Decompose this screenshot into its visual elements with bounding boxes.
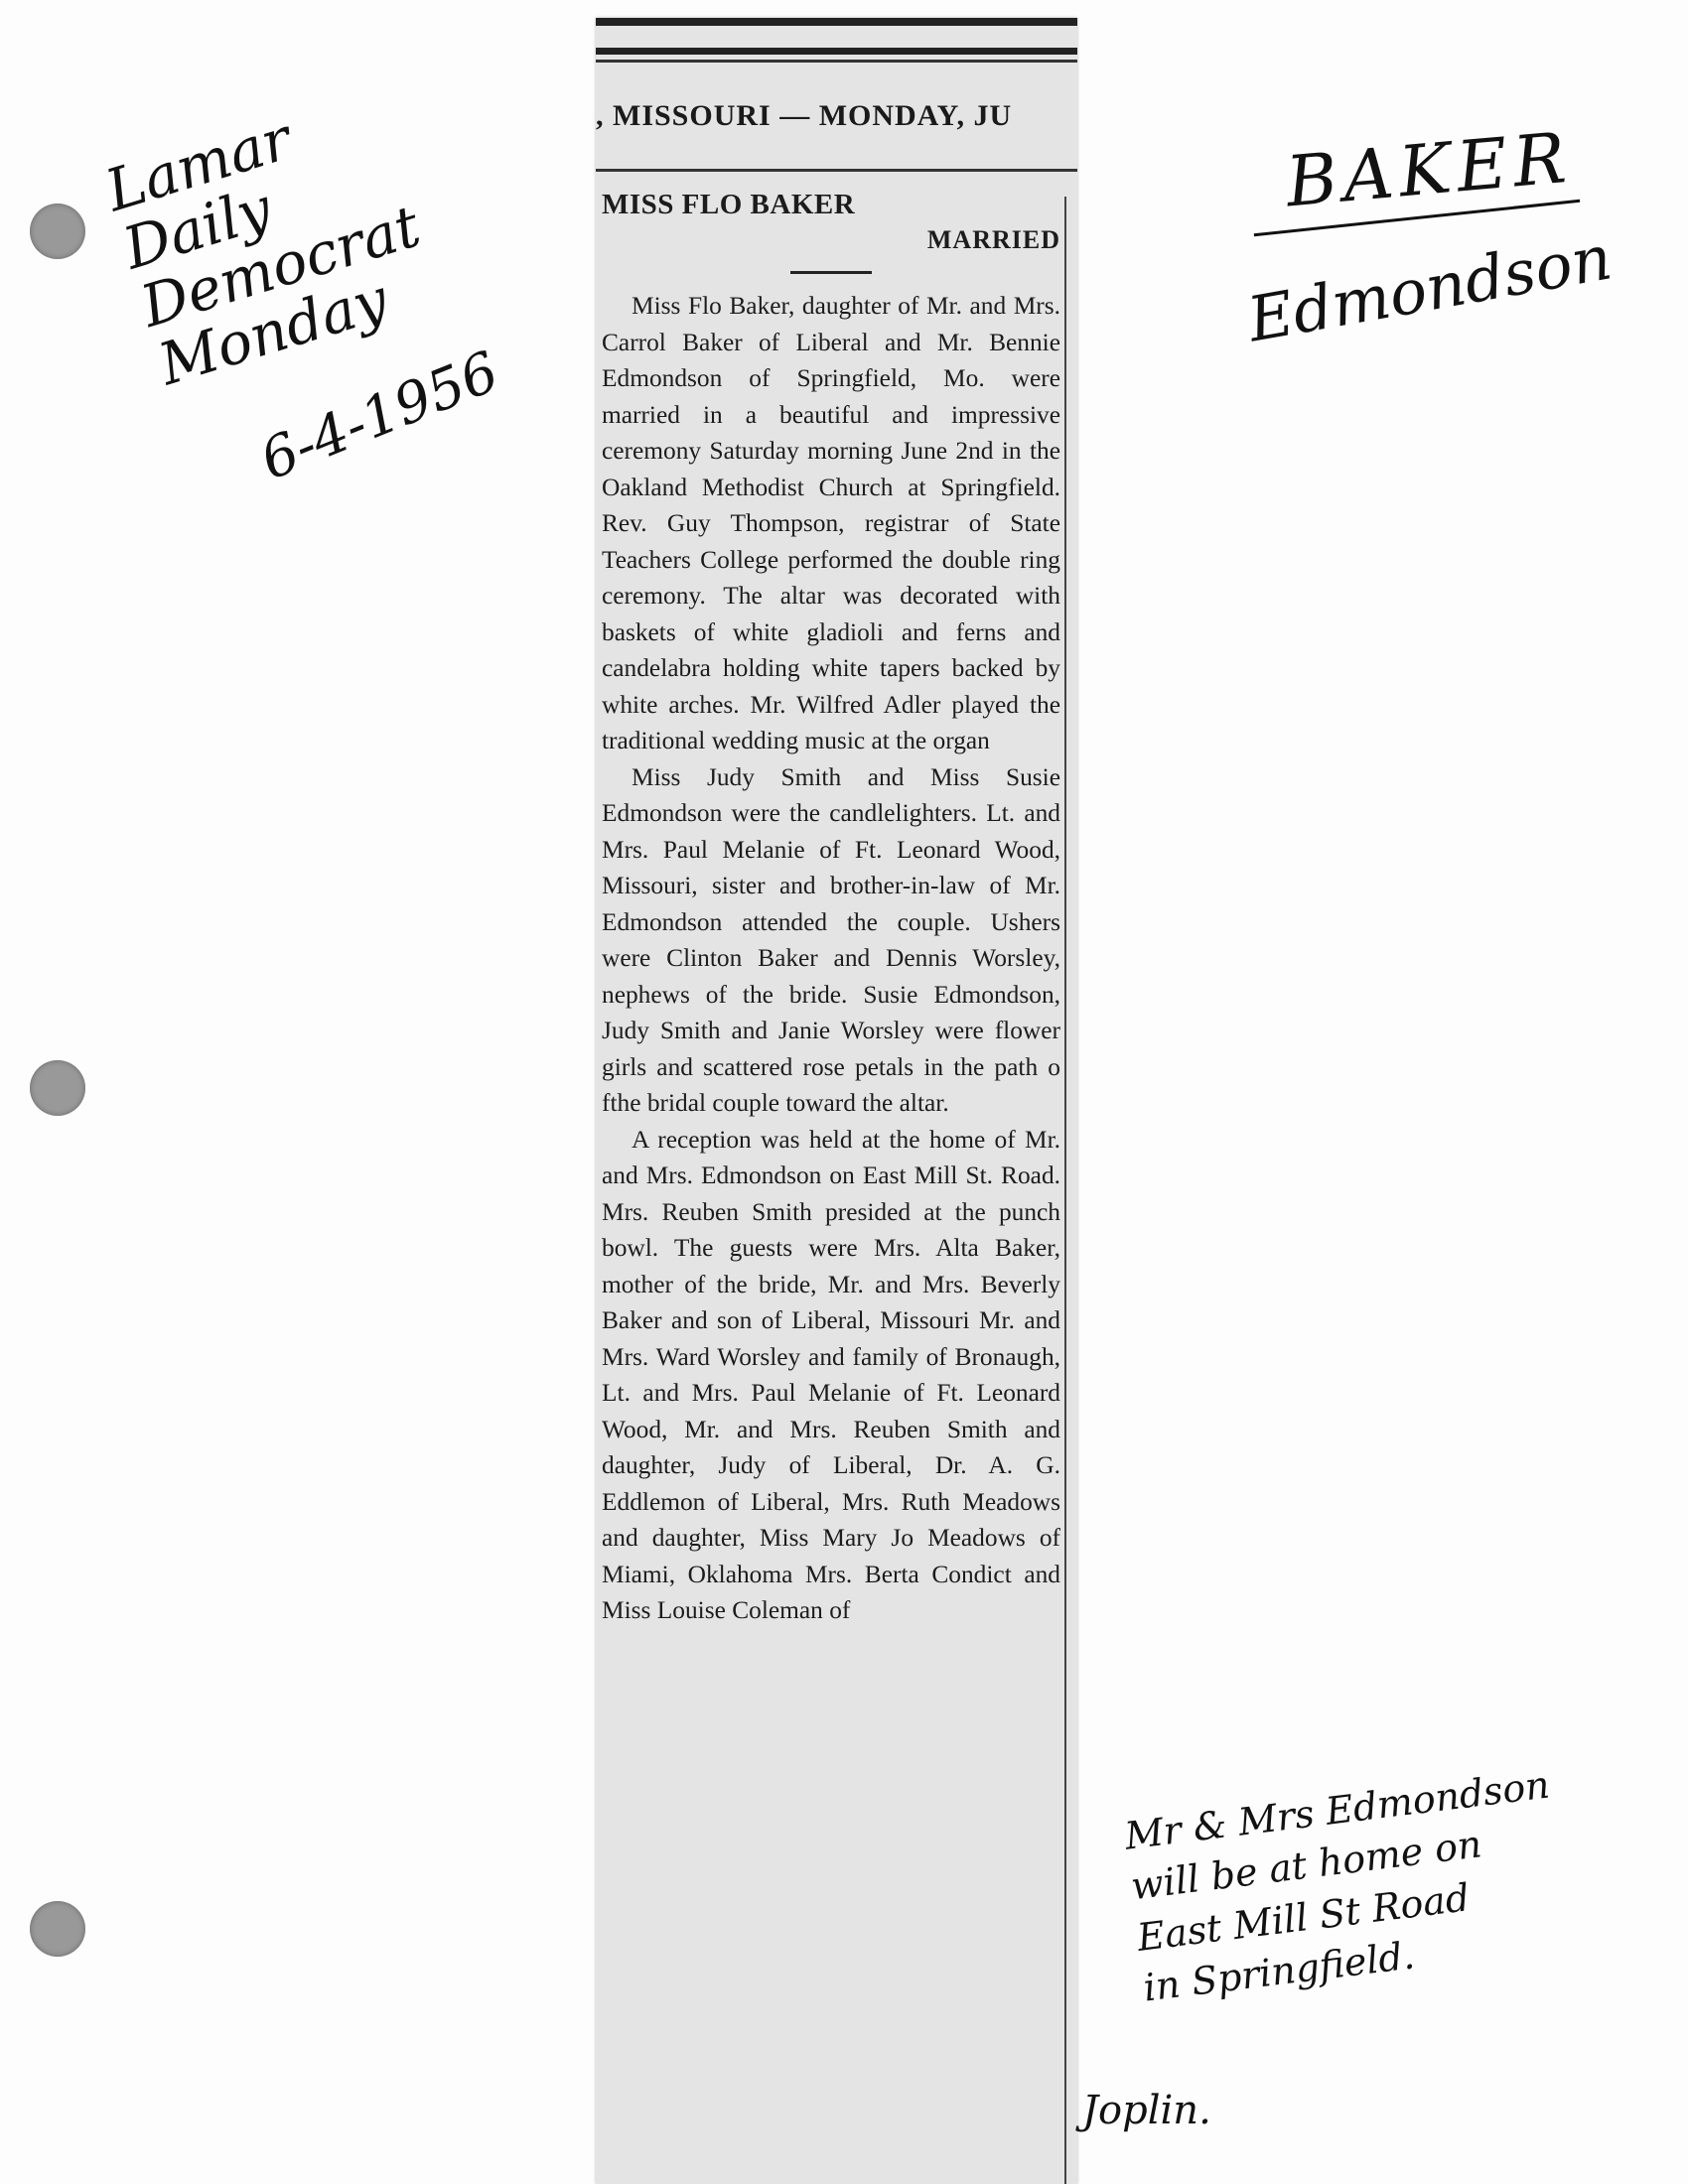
article-headline: MISS FLO BAKER: [602, 189, 856, 220]
handwritten-date: 6-4-1956: [251, 340, 508, 493]
newspaper-clipping: [596, 18, 1077, 2184]
binder-hole-middle: [30, 1060, 85, 1116]
clipping-rule: [596, 60, 1077, 63]
clipping-rule: [596, 48, 1077, 55]
headline-rule: [790, 271, 872, 274]
handwritten-newspaper-note: Lamar Daily Democrat Monday: [97, 104, 428, 398]
handwritten-home-note: Mr & Mrs Edmondson will be at home on East Mill St Road in Springfield.: [1122, 1762, 1552, 2010]
handwritten-margin-word: Joplin.: [1082, 2088, 1211, 2133]
newspaper-masthead: , MISSOURI — MONDAY, JU: [596, 99, 1013, 132]
article-paragraph: Miss Judy Smith and Miss Susie Edmondson were the candlelighters. Lt. and Mrs. Paul Melanie of Ft. Leonard Wood, Missouri, sister and brother-in-law of Mr. Edmondson attended the couple. Ushers were Clinton Baker and Dennis Worsley, nephews of the bride. Susie Edmondson, Judy Smith and Janie Worsley were flower girls and scattered rose petals in the path o fthe bridal couple toward the altar.: [602, 762, 1060, 1117]
binder-hole-bottom: [30, 1901, 85, 1957]
clipping-top-bar: [596, 18, 1077, 26]
article: [602, 189, 1060, 1629]
article-subhead: MARRIED: [926, 225, 1060, 254]
handwritten-surname-edmondson: Edmondson: [1242, 220, 1618, 356]
binder-hole-top: [30, 204, 85, 259]
article-paragraph: A reception was held at the home of Mr. and Mrs. Edmondson on East Mill St. Road. Mrs. Reuben Smith presided at the punch bowl. The guests were Mrs. Alta Baker, mother of the bride, Mr. and Mrs. Beverly Baker and son of Liberal, Missouri Mr. and Mrs. Ward Worsley and family of Bronaugh, Lt. and Mrs. Paul Melanie of Ft. Leonard Wood, Mr. and Mrs. Reuben Smith and daughter, Judy of Liberal, Dr. A. G. Eddlemon of Liberal, Mrs. Ruth Meadows and daughter, Miss Mary Jo Meadows of Miami, Oklahoma Mrs. Berta Condict and Miss Louise Coleman of: [602, 1125, 1060, 1624]
article-paragraph: Miss Flo Baker, daughter of Mr. and Mrs. Carrol Baker of Liberal and Mr. Bennie Edmondson of Springfield, Mo. were married in a beautiful and impressive ceremony Saturday morning June 2nd in the Oakland Methodist Church at Springfield. Rev. Guy Thompson, registrar of State Teachers College performed the double ring ceremony. The altar was decorated with baskets of white gladioli and ferns and candelabra holding white tapers backed by white arches. Mr. Wilfred Adler played the traditional wedding music at the organ: [602, 292, 1060, 754]
clipping-rule: [596, 169, 1077, 172]
column-divider: [1064, 197, 1066, 2184]
handwritten-surname-baker: BAKER: [1282, 116, 1576, 223]
